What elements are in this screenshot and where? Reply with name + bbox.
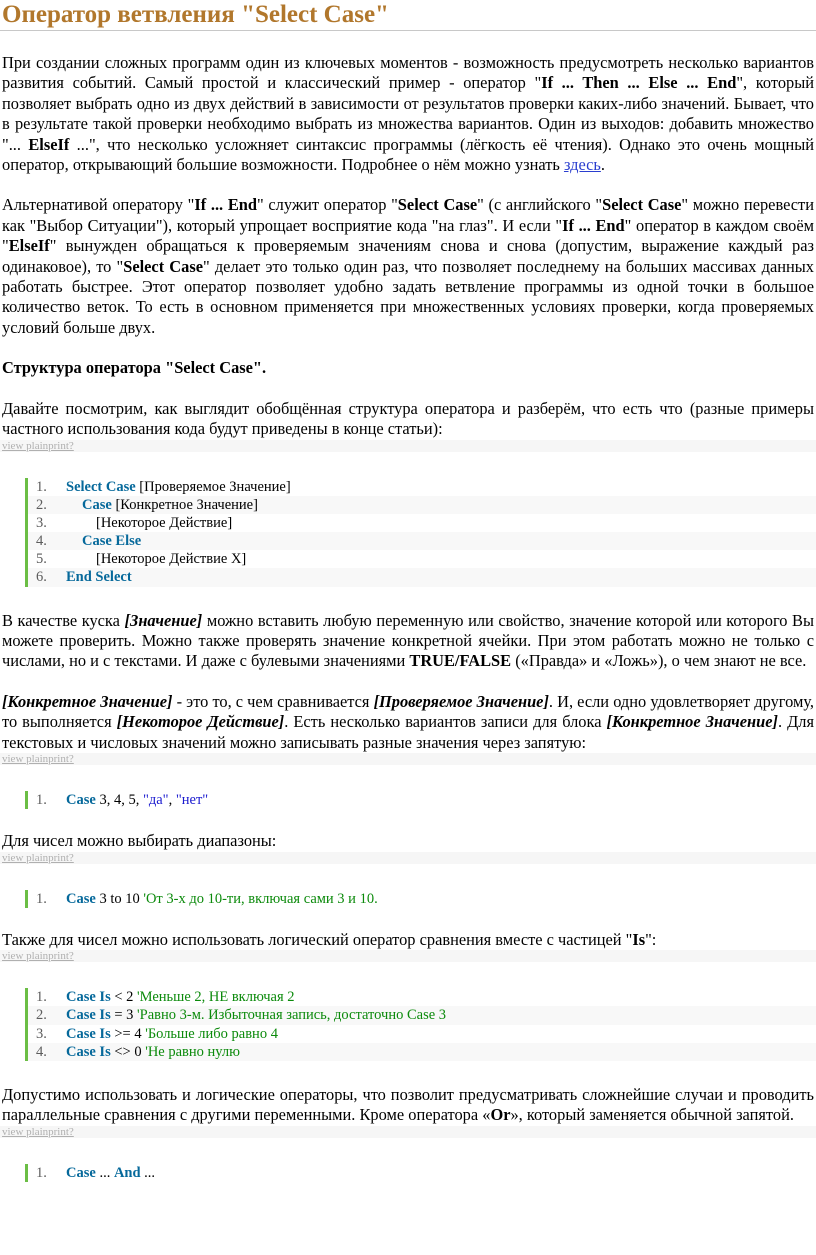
code-block-is [0,988,816,1061]
code-block-structure [0,478,816,587]
code-block-list [0,791,816,809]
spacer [0,338,816,358]
structure-paragraph: Давайте посмотрим, как выглядит обобщённая структура оператора и разберём, что есть что (разные примеры частного использования кода будут приведены в конце статьи): [2,398,814,439]
code-line: 1. Case 3, 4, 5, "да", "нет" [25,791,816,809]
code-line: 3. [Некоторое Действие] [25,514,816,532]
code-line: 5. [Некоторое Действие X] [25,550,816,568]
code-line: 2. Case [Конкретное Значение] [25,496,816,514]
ranges-paragraph: Для чисел можно выбирать диапазоны: [2,831,277,851]
view-plain-link[interactable]: view plainprint? [2,439,74,452]
alternative-paragraph: Альтернативой оператору "If ... End" служит оператор "Select Case" (с английского "Select Case" можно перевести как "Выбор Ситуации"), который упрощает восприятие кода "на глаз". И если "If ... End" оператор в каждом своём "ElseIf" вынужден обращаться к проверяемым значениям снова и снова (допустим, выражение каждый раз одинаковое), то "Select Case" делает это только один раз, что позволяет последнему на больших массивах данных работать быстрее. Этот оператор позволяет удобно задать ветвление программы из одной точки в большое количество веток. То есть в основном применяется при множественных условиях проверки, когда проверяемых условий больше двух. [2,195,814,337]
code-line: 1. Case 3 to 10 'От 3-х до 10-ти, включая сами 3 и 10. [25,890,816,908]
spacer [0,908,816,930]
spacer [0,31,816,53]
spacer [0,175,816,195]
value-paragraph: В качестве куска [Значение] можно вставить любую переменную или свойство, значение которой или которого Вы можете проверить. Можно также проверять значение конкретной ячейки. При этом работать можно не только с числами, но и с текстами. И даже с булевыми значениями TRUE/FALSE («Правда» и «Ложь»), о чем знают не все. [2,610,814,671]
spacer [0,672,816,692]
code-line: 1. Select Case [Проверяемое Значение] [25,478,816,496]
logical-operators-paragraph: Допустимо использовать и логические операторы, что позволит предусматривать сложнейшие случаи и проводить параллельные сравнения с другими переменными. Кроме оператора «Or», который заменяется обычной запятой. [2,1085,814,1125]
is-paragraph: Также для чисел можно использовать логический оператор сравнения вместе с частицей "Is": [2,929,657,949]
intro-paragraph: При создании сложных программ один из ключевых моментов - возможность предусмотреть несколько вариантов развития событий. Самый простой и классический пример - оператор "If ... Then ... Else ... End", который позволяет выбрать одно из двух действий в зависимости от результатов проверки каких-либо значений. Бывает, что в результате такой проверки необходимо выбрать из множества вариантов. Один из выходов: добавить множество "... ElseIf ...", что несколько усложняет синтаксис программы (лёгкость её чтения). Однако это очень мощный оператор, открывающий большие возможности. Подробнее о нём можно узнать здесь. [2,53,814,175]
code-line: 2. Case Is = 3 'Равно 3-м. Избыточная запись, достаточно Case 3 [25,1006,816,1024]
view-plain-link[interactable]: view plainprint? [2,950,74,963]
view-plain-link[interactable]: view plainprint? [2,1125,74,1138]
code-block-and [0,1164,816,1182]
spacer [0,587,816,611]
code-line: 3. Case Is >= 4 'Больше либо равно 4 [25,1025,816,1043]
page-title: Оператор ветвления "Select Case" [0,0,816,31]
view-plain-link[interactable]: view plainprint? [2,753,74,766]
code-line: 4. Case Is <> 0 'Не равно нулю [25,1043,816,1061]
spacer [0,765,816,791]
code-toolbar [0,753,816,765]
code-line: 1. Case Is < 2 'Меньше 2, НЕ включая 2 [25,988,816,1006]
spacer [0,962,816,988]
here-link[interactable]: здесь [563,155,601,175]
code-line: 4. Case Else [25,532,816,550]
code-toolbar [0,950,816,962]
spacer [0,452,816,478]
code-toolbar [0,1126,816,1138]
spacer [0,1061,816,1085]
code-line: 6. End Select [25,568,816,586]
spacer [0,379,816,399]
code-toolbar [0,852,816,864]
spacer [0,809,816,831]
code-toolbar [0,440,816,452]
spacer [0,1138,816,1164]
view-plain-link[interactable]: view plainprint? [2,851,74,864]
section-heading: Структура оператора "Select Case". [2,358,267,378]
code-block-range [0,890,816,908]
code-line: 1. Case ... And ... [25,1164,816,1182]
spacer [0,864,816,890]
specific-value-paragraph: [Конкретное Значение] - это то, с чем сравнивается [Проверяемое Значение]. И, если одно удовлетворяет другому, то выполняется [Некоторое Действие]. Есть несколько вариантов записи для блока [Конкретное Значение]. Для текстовых и числовых значений можно записывать разные значения через запятую: [2,691,815,752]
